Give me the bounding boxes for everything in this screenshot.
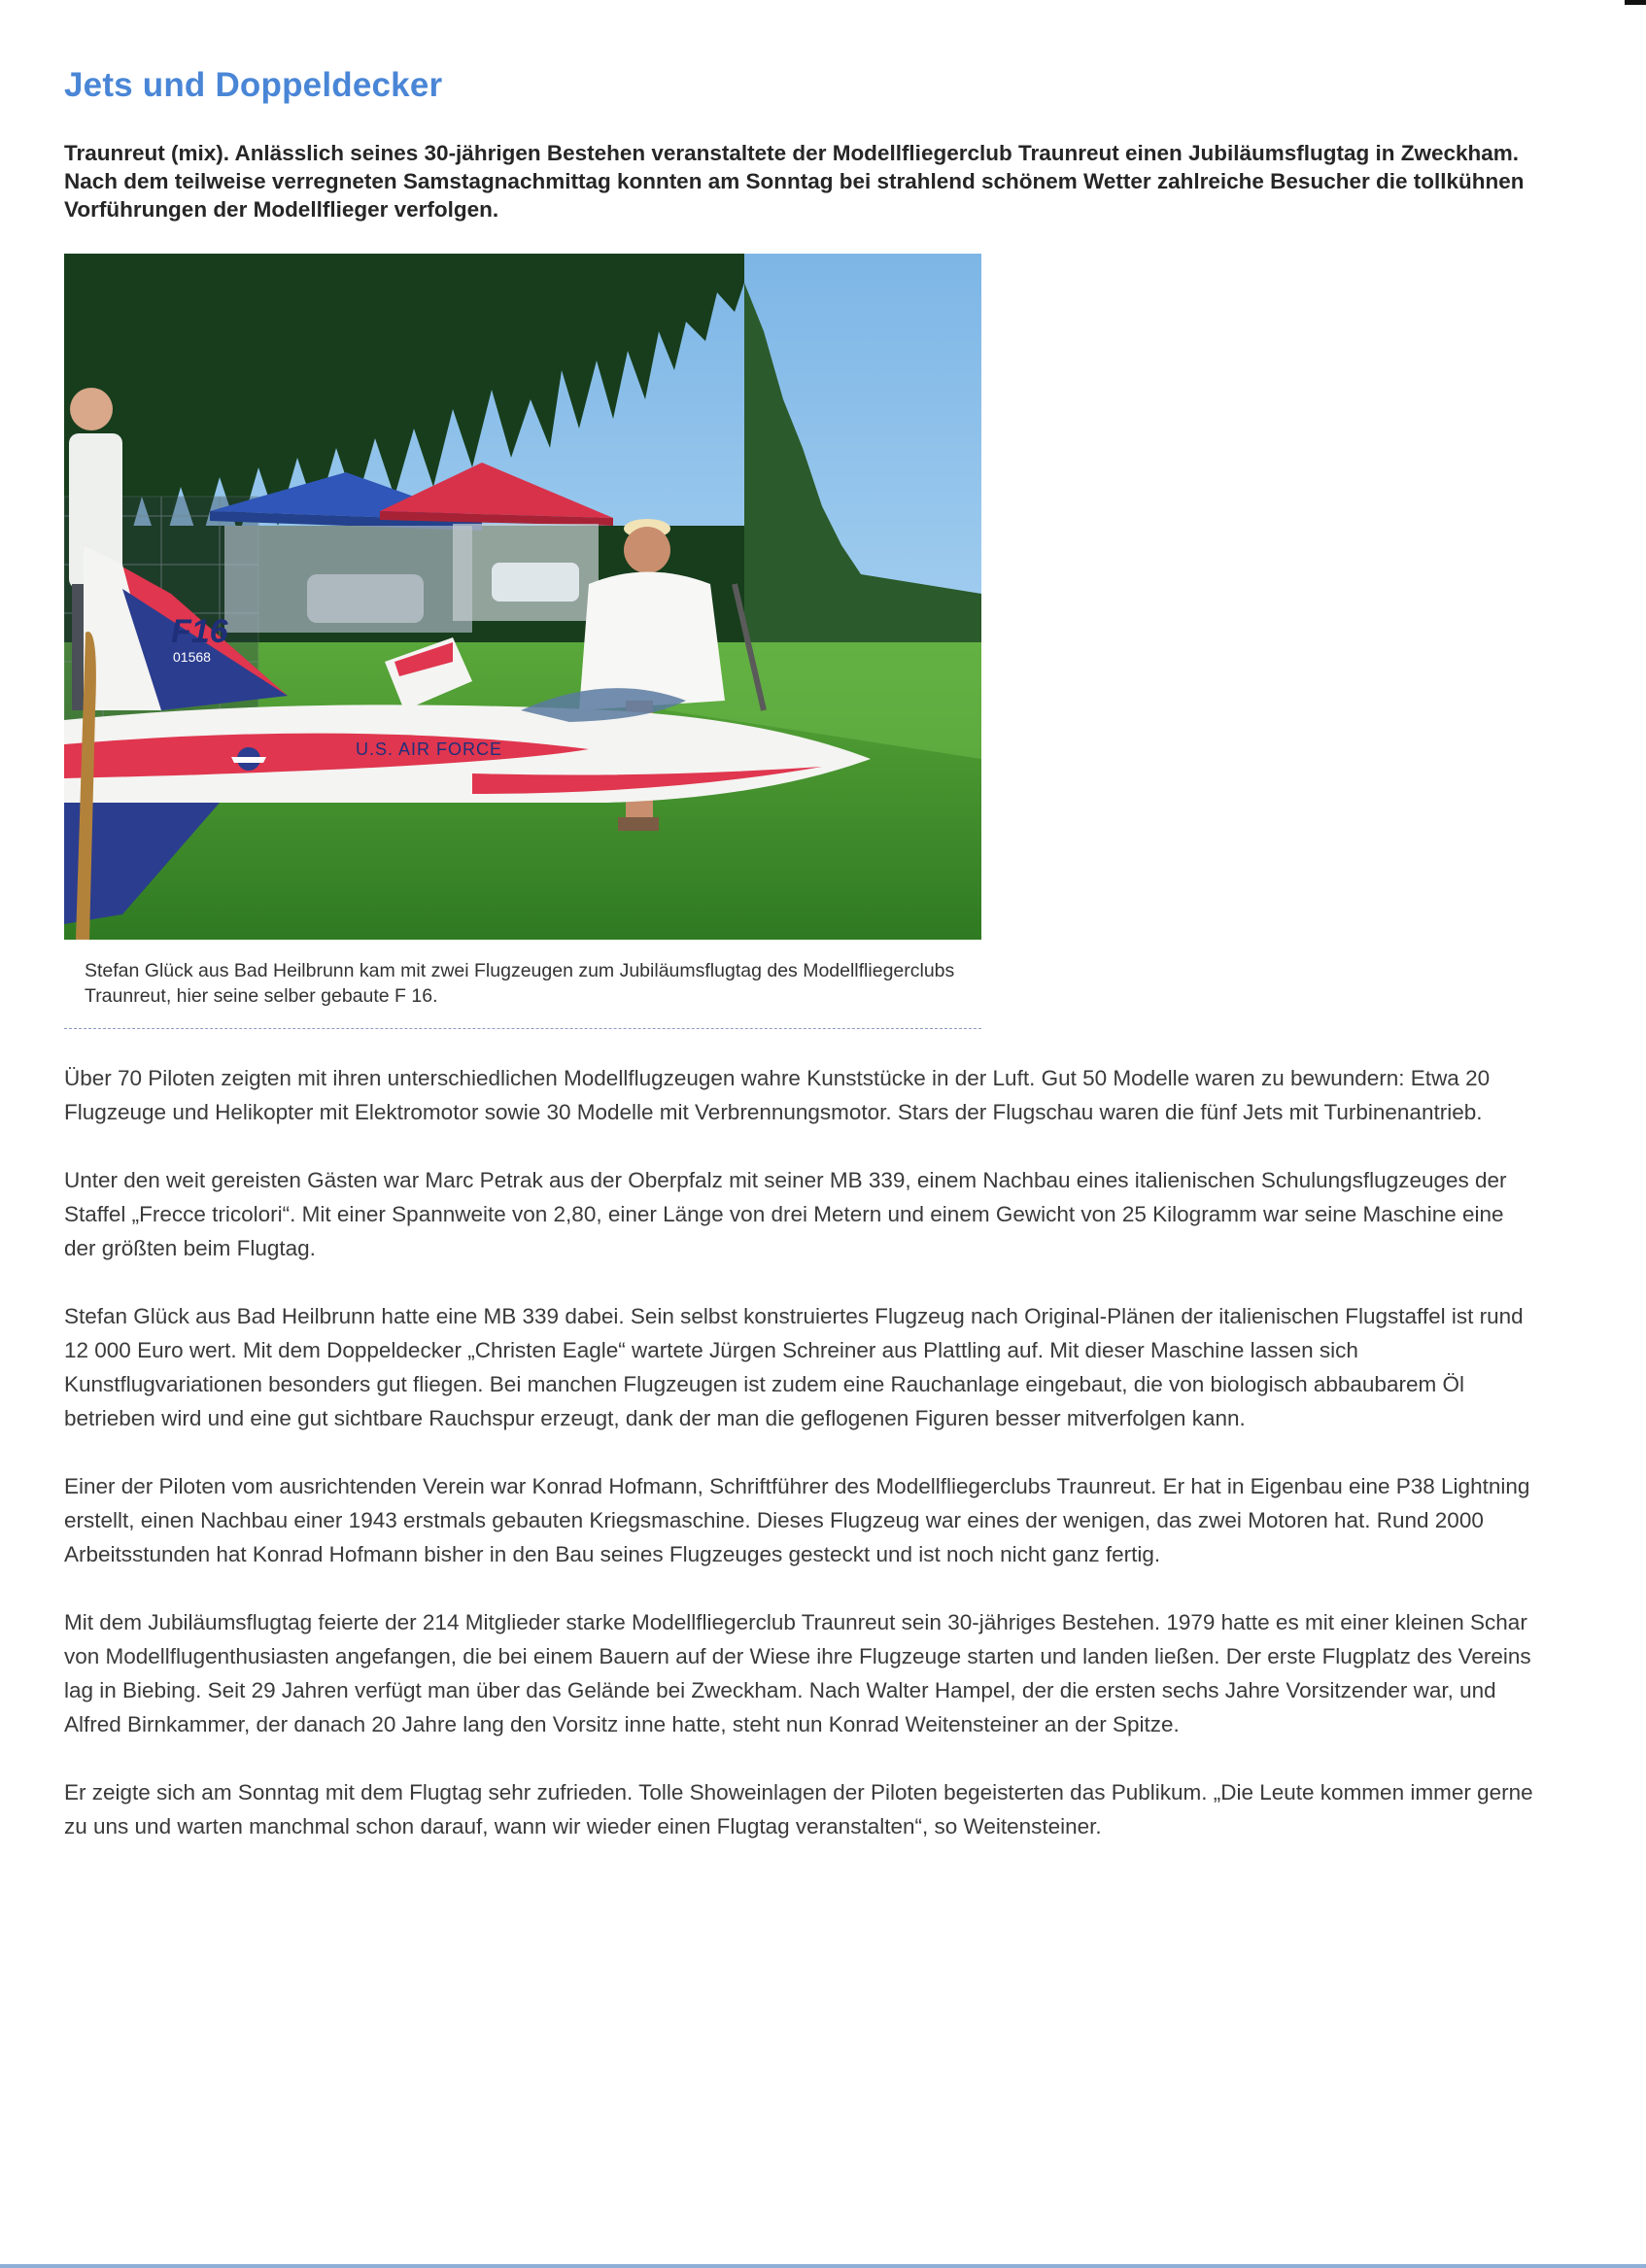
plane-tail-text: F16 — [171, 613, 228, 650]
page-title: Jets und Doppeldecker — [64, 66, 443, 104]
body-paragraph: Einer der Piloten vom ausrichtenden Verein war Konrad Hofmann, Schriftführer des Modellfliegerclubs Traunreut. Er hat in Eigenbau eine P38 Lightning erstellt, einen Nachbau einer 1943 erstmals gebauten Kriegsmaschine. Dieses Flugzeug war eines der wenigen, das zwei Motoren hat. Rund 2000 Arbeitsstunden hat Konrad Hofmann bisher in den Bau seines Flugzeuges gesteckt und ist noch nicht ganz fertig. — [64, 1474, 1530, 1566]
plane-serial-text: 01568 — [173, 649, 211, 665]
scan-corner-mark — [1625, 0, 1646, 5]
caption-divider — [64, 1028, 981, 1029]
body-paragraph: Über 70 Piloten zeigten mit ihren unterschiedlichen Modellflugzeugen wahre Kunststücke in der Luft. Gut 50 Modelle waren zu bewundern: Etwa 20 Flugzeuge und Helikopter mit Elektromotor sowie 30 Modelle mit Verbrennungsmotor. Stars der Flugschau waren die fünf Jets mit Turbinenantrieb. — [64, 1066, 1491, 1124]
body-paragraph: Stefan Glück aus Bad Heilbrunn hatte eine MB 339 dabei. Sein selbst konstruiertes Flugzeug nach Original-Plänen der italienischen Flugstaffel ist rund 12 000 Euro wert. Mit dem Doppeldecker „Christen Eagle“ wartete Jürgen Schreiner aus Plattling auf. Mit dieser Maschine lassen sich Kunstflugvariationen besonders gut fliegen. Bei manchen Flugzeugen ist zudem eine Rauchanlage eingebaut, die von biologisch abbaubarem Öl betrieben wird und eine gut sichtbare Rauchspur erzeugt, dank der man die geflogenen Figuren besser mitverfolgen kann. — [64, 1304, 1524, 1430]
airshow-photo — [64, 254, 981, 940]
article-photo-figure — [64, 254, 981, 1007]
parked-car — [492, 563, 579, 601]
photo-caption: Stefan Glück aus Bad Heilbrunn kam mit zwei Flugzeugen zum Jubiläumsflugtag des Modellfliegerclubs Traunreut, hier seine selber gebaute F 16. — [85, 960, 955, 1007]
body-paragraph: Mit dem Jubiläumsflugtag feierte der 214 Mitglieder starke Modellfliegerclub Traunreut sein 30-jähriges Bestehen. 1979 hatte es mit einer kleinen Schar von Modellflugenthusiasten angefangen, die bei einem Bauern auf der Wiese ihre Flugzeuge starten und landen ließen. Der erste Flugplatz des Vereins lag in Biebing. Seit 29 Jahren verfügt man über das Gelände bei Zweckham. Nach Walter Hampel, der die ersten sechs Jahre Vorsitzender war, und Alfred Birnkammer, der danach 20 Jahre lang den Vorsitz inne hatte, steht nun Konrad Weitensteiner an der Spitze. — [64, 1610, 1531, 1736]
parked-car — [307, 574, 424, 623]
article-body — [64, 1061, 1541, 1877]
body-paragraph: Unter den weit gereisten Gästen war Marc Petrak aus der Oberpfalz mit seiner MB 339, einem Nachbau eines italienischen Schulungsflugzeuges der Staffel „Frecce tricolori“. Mit einer Spannweite von 2,80, einer Länge von drei Metern und einem Gewicht von 25 Kilogramm war seine Maschine eine der größten beim Flugtag. — [64, 1168, 1507, 1260]
body-paragraph: Er zeigte sich am Sonntag mit dem Flugtag sehr zufrieden. Tolle Showeinlagen der Piloten begeisterten das Publikum. „Die Leute kommen immer gerne zu uns und warten manchmal schon darauf, wann wir wieder einen Flugtag veranstalten“, so Weitensteiner. — [64, 1780, 1533, 1838]
article-lead: Traunreut (mix). Anlässlich seines 30-jährigen Bestehen veranstaltete der Modellfliegerclub Traunreut einen Jubiläumsflugtag in Zweckham. Nach dem teilweise verregneten Samstagnachmittag konnten am Sonntag bei strahlend schönem Wetter zahlreiche Besucher die tollkühnen Vorführungen der Modellflieger verfolgen. — [64, 141, 1525, 222]
plane-fuselage-text: U.S. AIR FORCE — [356, 739, 503, 759]
scan-bottom-edge — [0, 2264, 1646, 2268]
